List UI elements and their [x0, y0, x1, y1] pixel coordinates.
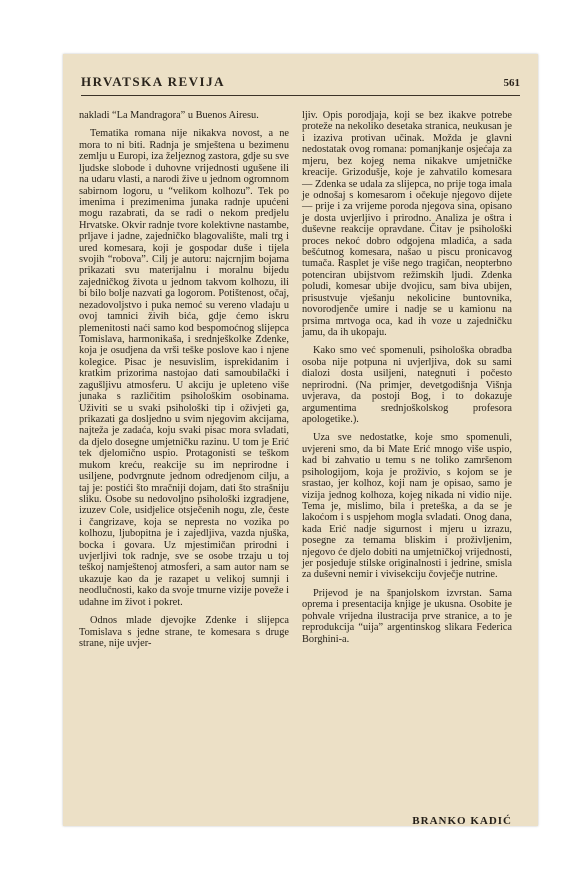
journal-page: [63, 54, 538, 826]
paragraph: ljiv. Opis porodjaja, koji se bez ikakve potrebe proteže na nekoliko desetaka stranica, neukusan je i izaziva protivan učinak. Možda je glavni nedostatak ovog romana: pomanjkanje osjećaja za mjeru, bez kojeg nema nikakve umjetničke kreacije. Grizodušje, koje je zahvatilo komesara — Zdenka se udala za slijepca, no prije toga imala je odnošaj s komesarom i očekuje njegovo dijete — prije i za vrijeme poroda njegova sina, opisano je dosta uvjerljivo i prirodno. Analiza je oštra i duševne reakcije opravdane. Čitav je psihološki proces nekoć dobro odgojena mladića, a sada bešćutnog komesara, našao u piscu pronicavog tumača. Rasplet je više nego tragičan, neopterbno potenciran ubijstvom režimskih ljudi. Zdenka poludi, komesar ubije dvojicu, sam biva ubijen, prisustvuje vješanju nekolicine buntovnika, novorodjenče umire i nadje se u kamionu na prsima mrtvoga oca, kad ih voze u zajedničku jamu, da ih ukopaju.: [302, 110, 512, 339]
header-rule: [81, 95, 520, 96]
paragraph: nakladi “La Mandragora” u Buenos Airesu.: [79, 110, 259, 121]
left-column: [79, 110, 289, 656]
paragraph: Odnos mlade djevojke Zdenke i slijepca Tomislava s jedne strane, te komesara s druge strane, nije uvjer-: [79, 615, 289, 649]
paragraph: Tematika romana nije nikakva novost, a ne mora to ni biti. Radnja je smještena u bezimenu zemlju u Europi, iza željeznog zastora, gdje su sve ljudske slobode i duhovne vrijednosti ugušene ili na udaru vlasti, a narodi žive u jednom ogromnom sabirnom logoru, u “velikom kolhozu”. Tek po imenima i prezimenima junaka radnje upućeni mogu razabrati, da se radi o nekom predjelu Hrvatske. Okvir radnje tvore kolektivne nastambe, prljave i jadne, zajedničko blagovalište, mali trg i ured komesara, koji je gospodar duše i tijela svojih “robova”. Cilj je autoru: najcrnjim bojama prikazati svu materijalnu i moralnu bijedu zajedničkog života u jednom takvom kolhozu, ili bi bilo bolje nazvati ga logorom. Potištenost, očaj, nezadovoljstvo i puka nemoć su vereno vladaju u ovoj tamnici živih bića, gdje ćemo iskru plemenitosti naći samo kod bespomoćnog slijepca Tomislava, harmonikaša, i srednješkolke Zdenke, koja je osudjena da vrši teške poslove kao i njene kolegice. Pisac je nesuvislim, isprekidanim i kratkim prizorima nastojao dati samoubilački i zagušljivu atmosferu. U akciju je upleteno više junaka s različitim psihološkim osobinama. Uživiti se u svaki psihološki tip i oživjeti ga, prikazati ga dosljedno u svim njegovim akcijama, najteža je zadaća, koju svaki pisac mora svladati, da djelo dosegne umjetničku razinu. U tom je Erić tek djelomično uspio. Protagonisti se teškom mukom kreću, reakcije su im neprirodne i usiljene, podvrgnute jednom odredjenom cilju, a taj je: postići što mračniji dojam, dati što strašniju sliku. Osobe su nedovoljno psihološki izgradjene, izuzev Cole, usidjelice otsječenih nogu, zle, česte i čangrizave, koja se nepresta no vozika po kolhozu, ljubopitna je i zajedljiva, vazda njuška, bocka i govara. Uz mjestimičan prirodni i uvjerljivi tok radnje, sve se osobe trzaju u toj teškoj namještenoj atmosferi, a sam autor nam se ukazuje kao da je razapet u velikoj sumnji i neodlučnosti, kako da svoje tmurne vizije poveže i udahne im život i pokret.: [79, 128, 289, 608]
author-signature: BRANKO KADIĆ: [412, 815, 512, 827]
right-column: [302, 110, 512, 652]
paragraph: Prijevod je na španjolskom izvrstan. Sama oprema i presentacija knjige je ukusna. Osobite je pohvale vrijedna ilustracija prve stranice, a to je reprodukcija “uija” argentinskog slikara Federica Borghini-a.: [302, 587, 512, 645]
journal-title: HRVATSKA REVIJA: [81, 74, 226, 89]
paragraph: Kako smo već spomenuli, psihološka obradba osoba nije potpuna ni uvjerljiva, dok su sami dialozi dosta usiljeni, nategnuti i počesto neprirodni. (Na primjer, devetgodišnja Višnja uvjerava, da postoji Bog, i to dokazuje argumentima srednjoškolskog profesora apologetike.).: [302, 345, 512, 425]
page-number: 561: [503, 77, 520, 89]
paragraph: Uza sve nedostatke, koje smo spomenuli, uvjereni smo, da bi Mate Erić mnogo više uspio, kad bi zahvatio u temu s ne toliko zamršenom psihologijom, koja je proživio, s kojom se je srastao, jer kolhoz, koji nam je opisao, samo je vizija jednog kolhoza, kojeg nikada ni vidio nije. Tema je, mislimo, bila i preteška, a da se je lakoćom i s uspjehom mogla svladati. Onog dana, kada Erić nadje sigurnost i mjeru u izrazu, posegne za temama bliskim i proživljenim, njegovo će djelo dobiti na umjetničkoj vrijednosti, jer posjeduje stilske originalnosti i jedrine, smisla za duševni nemir i vivisekciju čovječje nutrine.: [302, 432, 512, 581]
page-header: [81, 74, 520, 92]
